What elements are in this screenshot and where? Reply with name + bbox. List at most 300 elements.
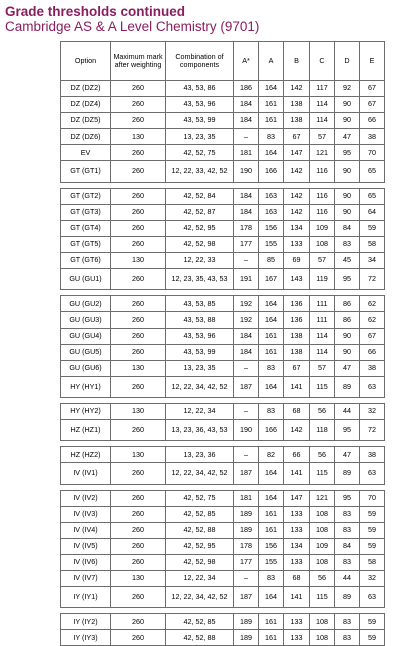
cell-a-star: 186 <box>234 81 259 97</box>
cell-a-star: 177 <box>234 236 259 252</box>
cell-c: 117 <box>310 81 335 97</box>
cell-b: 136 <box>284 312 310 328</box>
cell-a: 155 <box>259 236 284 252</box>
cell-a: 156 <box>259 538 284 554</box>
cell-option: IY (IY3) <box>61 630 111 646</box>
cell-a: 83 <box>259 360 284 376</box>
cell-a: 161 <box>259 506 284 522</box>
cell-e: 32 <box>360 571 385 587</box>
cell-max-mark: 260 <box>111 269 166 290</box>
cell-a: 161 <box>259 522 284 538</box>
cell-e: 63 <box>360 463 385 484</box>
cell-combination: 42, 52, 98 <box>166 236 234 252</box>
cell-a-star: 181 <box>234 490 259 506</box>
cell-c: 116 <box>310 188 335 204</box>
cell-max-mark: 260 <box>111 97 166 113</box>
cell-d: 83 <box>335 506 360 522</box>
cell-a-star: 177 <box>234 554 259 570</box>
cell-e: 58 <box>360 554 385 570</box>
cell-option: GT (GT3) <box>61 204 111 220</box>
cell-max-mark: 260 <box>111 81 166 97</box>
cell-option: IV (IV7) <box>61 571 111 587</box>
table-row <box>61 220 385 236</box>
cell-b: 133 <box>284 522 310 538</box>
cell-combination: 42, 52, 95 <box>166 538 234 554</box>
cell-combination: 13, 23, 35 <box>166 129 234 145</box>
cell-d: 92 <box>335 81 360 97</box>
cell-option: IY (IY2) <box>61 614 111 630</box>
cell-e: 59 <box>360 506 385 522</box>
cell-e: 59 <box>360 614 385 630</box>
cell-d: 90 <box>335 344 360 360</box>
cell-c: 115 <box>310 376 335 397</box>
cell-combination: 42, 52, 85 <box>166 506 234 522</box>
cell-c: 108 <box>310 630 335 646</box>
cell-a-star: 187 <box>234 463 259 484</box>
cell-b: 141 <box>284 376 310 397</box>
cell-c: 114 <box>310 328 335 344</box>
cell-combination: 42, 52, 98 <box>166 554 234 570</box>
cell-a-star: 184 <box>234 204 259 220</box>
cell-max-mark: 260 <box>111 312 166 328</box>
cell-option: HY (HY2) <box>61 403 111 419</box>
cell-b: 66 <box>284 447 310 463</box>
cell-option: GT (GT1) <box>61 161 111 182</box>
cell-c: 108 <box>310 506 335 522</box>
cell-option: GU (GU2) <box>61 296 111 312</box>
cell-combination: 42, 52, 87 <box>166 204 234 220</box>
cell-b: 138 <box>284 97 310 113</box>
cell-combination: 12, 22, 34, 42, 52 <box>166 463 234 484</box>
cell-d: 95 <box>335 269 360 290</box>
cell-c: 108 <box>310 554 335 570</box>
cell-option: GU (GU1) <box>61 269 111 290</box>
cell-e: 63 <box>360 376 385 397</box>
cell-option: HZ (HZ1) <box>61 420 111 441</box>
cell-c: 108 <box>310 236 335 252</box>
cell-max-mark: 260 <box>111 630 166 646</box>
cell-a-star: 187 <box>234 376 259 397</box>
cell-d: 95 <box>335 490 360 506</box>
cell-a: 161 <box>259 97 284 113</box>
cell-option: DZ (DZ2) <box>61 81 111 97</box>
cell-option: GT (GT2) <box>61 188 111 204</box>
table-row <box>61 188 385 204</box>
cell-combination: 42, 52, 84 <box>166 188 234 204</box>
cell-max-mark: 260 <box>111 204 166 220</box>
table-row <box>61 236 385 252</box>
cell-combination: 12, 22, 34, 42, 52 <box>166 587 234 608</box>
cell-combination: 43, 53, 88 <box>166 312 234 328</box>
cell-a: 164 <box>259 312 284 328</box>
cell-d: 89 <box>335 463 360 484</box>
cell-a-star: 189 <box>234 614 259 630</box>
cell-b: 138 <box>284 113 310 129</box>
table-row <box>61 296 385 312</box>
cell-e: 58 <box>360 236 385 252</box>
cell-max-mark: 260 <box>111 614 166 630</box>
table-row <box>61 129 385 145</box>
table-row <box>61 522 385 538</box>
cell-c: 57 <box>310 360 335 376</box>
cell-d: 89 <box>335 587 360 608</box>
cell-b: 138 <box>284 328 310 344</box>
table-header-row <box>61 42 385 81</box>
table-row <box>61 403 385 419</box>
cell-b: 143 <box>284 269 310 290</box>
cell-option: DZ (DZ4) <box>61 97 111 113</box>
cell-option: GU (GU4) <box>61 328 111 344</box>
table-row <box>61 81 385 97</box>
cell-a-star: 190 <box>234 161 259 182</box>
table-row <box>61 312 385 328</box>
cell-a-star: 184 <box>234 344 259 360</box>
table-row <box>61 630 385 646</box>
column-header-a: A <box>259 42 284 81</box>
cell-max-mark: 260 <box>111 344 166 360</box>
cell-c: 115 <box>310 587 335 608</box>
cell-option: GU (GU3) <box>61 312 111 328</box>
cell-combination: 12, 22, 34 <box>166 571 234 587</box>
table-row <box>61 269 385 290</box>
cell-b: 134 <box>284 220 310 236</box>
cell-e: 65 <box>360 161 385 182</box>
column-header-option: Option <box>61 42 111 81</box>
cell-d: 90 <box>335 188 360 204</box>
cell-d: 83 <box>335 630 360 646</box>
cell-option: DZ (DZ6) <box>61 129 111 145</box>
cell-c: 114 <box>310 344 335 360</box>
cell-d: 89 <box>335 376 360 397</box>
cell-a: 164 <box>259 145 284 161</box>
cell-max-mark: 260 <box>111 113 166 129</box>
cell-c: 116 <box>310 161 335 182</box>
cell-c: 118 <box>310 420 335 441</box>
cell-a: 164 <box>259 296 284 312</box>
cell-max-mark: 260 <box>111 145 166 161</box>
cell-a-star: 190 <box>234 420 259 441</box>
table-row <box>61 113 385 129</box>
cell-combination: 43, 53, 85 <box>166 296 234 312</box>
cell-b: 142 <box>284 81 310 97</box>
cell-combination: 43, 53, 86 <box>166 81 234 97</box>
cell-option: GT (GT6) <box>61 253 111 269</box>
table-row <box>61 554 385 570</box>
table-row <box>61 145 385 161</box>
cell-b: 68 <box>284 403 310 419</box>
cell-b: 142 <box>284 420 310 441</box>
cell-e: 67 <box>360 81 385 97</box>
cell-a: 161 <box>259 113 284 129</box>
cell-a: 83 <box>259 571 284 587</box>
cell-a-star: 184 <box>234 328 259 344</box>
cell-e: 59 <box>360 538 385 554</box>
cell-e: 38 <box>360 129 385 145</box>
cell-option: HZ (HZ2) <box>61 447 111 463</box>
cell-option: EV <box>61 145 111 161</box>
cell-max-mark: 260 <box>111 236 166 252</box>
cell-e: 72 <box>360 269 385 290</box>
cell-a-star: 192 <box>234 296 259 312</box>
cell-a: 156 <box>259 220 284 236</box>
cell-max-mark: 260 <box>111 188 166 204</box>
cell-a: 161 <box>259 344 284 360</box>
cell-c: 56 <box>310 447 335 463</box>
cell-max-mark: 260 <box>111 490 166 506</box>
cell-a: 161 <box>259 614 284 630</box>
cell-b: 142 <box>284 204 310 220</box>
cell-c: 57 <box>310 253 335 269</box>
cell-combination: 43, 53, 96 <box>166 328 234 344</box>
cell-e: 59 <box>360 220 385 236</box>
column-header-combination: Combination of components <box>166 42 234 81</box>
cell-c: 114 <box>310 113 335 129</box>
table-row <box>61 161 385 182</box>
cell-option: GU (GU5) <box>61 344 111 360</box>
cell-combination: 12, 23, 35, 43, 53 <box>166 269 234 290</box>
cell-b: 67 <box>284 360 310 376</box>
cell-c: 111 <box>310 312 335 328</box>
table-row <box>61 490 385 506</box>
table-row <box>61 253 385 269</box>
cell-c: 119 <box>310 269 335 290</box>
table-row <box>61 420 385 441</box>
cell-option: GU (GU6) <box>61 360 111 376</box>
cell-combination: 13, 23, 36 <box>166 447 234 463</box>
grade-thresholds-table <box>60 41 385 646</box>
cell-e: 66 <box>360 113 385 129</box>
cell-option: IV (IV6) <box>61 554 111 570</box>
cell-a-star: – <box>234 403 259 419</box>
page-title: Grade thresholds continued <box>5 4 186 19</box>
cell-max-mark: 260 <box>111 538 166 554</box>
cell-option: GT (GT4) <box>61 220 111 236</box>
table-row <box>61 506 385 522</box>
cell-d: 83 <box>335 236 360 252</box>
column-header-c: C <box>310 42 335 81</box>
cell-combination: 12, 22, 34, 42, 52 <box>166 376 234 397</box>
cell-max-mark: 130 <box>111 571 166 587</box>
table-row <box>61 204 385 220</box>
table-row <box>61 463 385 484</box>
cell-combination: 12, 22, 34 <box>166 403 234 419</box>
cell-a-star: 178 <box>234 538 259 554</box>
cell-c: 121 <box>310 490 335 506</box>
column-header-d: D <box>335 42 360 81</box>
column-header-a-star: A* <box>234 42 259 81</box>
cell-d: 90 <box>335 97 360 113</box>
cell-d: 90 <box>335 113 360 129</box>
cell-b: 147 <box>284 490 310 506</box>
cell-option: IV (IV5) <box>61 538 111 554</box>
cell-e: 38 <box>360 360 385 376</box>
cell-d: 84 <box>335 538 360 554</box>
cell-max-mark: 130 <box>111 129 166 145</box>
cell-c: 121 <box>310 145 335 161</box>
cell-combination: 42, 52, 88 <box>166 522 234 538</box>
cell-d: 44 <box>335 403 360 419</box>
column-header-maximum-mark: Maximum mark after weighting <box>111 42 166 81</box>
cell-combination: 42, 52, 85 <box>166 614 234 630</box>
cell-e: 67 <box>360 97 385 113</box>
cell-b: 142 <box>284 188 310 204</box>
cell-a-star: 191 <box>234 269 259 290</box>
cell-e: 66 <box>360 344 385 360</box>
cell-b: 133 <box>284 236 310 252</box>
cell-d: 45 <box>335 253 360 269</box>
page-subtitle: Cambridge AS & A Level Chemistry (9701) <box>5 19 260 34</box>
cell-a: 155 <box>259 554 284 570</box>
cell-combination: 42, 52, 95 <box>166 220 234 236</box>
cell-e: 64 <box>360 204 385 220</box>
cell-c: 108 <box>310 522 335 538</box>
cell-b: 138 <box>284 344 310 360</box>
cell-b: 133 <box>284 554 310 570</box>
cell-option: IV (IV1) <box>61 463 111 484</box>
cell-c: 116 <box>310 204 335 220</box>
cell-b: 134 <box>284 538 310 554</box>
cell-option: IV (IV4) <box>61 522 111 538</box>
cell-b: 133 <box>284 506 310 522</box>
cell-a-star: – <box>234 129 259 145</box>
table-row <box>61 614 385 630</box>
cell-max-mark: 260 <box>111 220 166 236</box>
cell-c: 109 <box>310 220 335 236</box>
table-body <box>61 81 385 646</box>
cell-b: 68 <box>284 571 310 587</box>
cell-a: 164 <box>259 463 284 484</box>
cell-combination: 42, 52, 75 <box>166 490 234 506</box>
cell-max-mark: 130 <box>111 403 166 419</box>
cell-a-star: 192 <box>234 312 259 328</box>
cell-a-star: 184 <box>234 188 259 204</box>
cell-b: 69 <box>284 253 310 269</box>
cell-a: 164 <box>259 587 284 608</box>
cell-d: 86 <box>335 312 360 328</box>
cell-max-mark: 260 <box>111 161 166 182</box>
cell-e: 38 <box>360 447 385 463</box>
cell-option: HY (HY1) <box>61 376 111 397</box>
cell-d: 84 <box>335 220 360 236</box>
cell-a-star: 184 <box>234 97 259 113</box>
cell-combination: 13, 23, 35 <box>166 360 234 376</box>
cell-max-mark: 260 <box>111 506 166 522</box>
cell-e: 59 <box>360 522 385 538</box>
cell-b: 133 <box>284 614 310 630</box>
cell-d: 95 <box>335 420 360 441</box>
cell-c: 56 <box>310 403 335 419</box>
cell-a-star: – <box>234 571 259 587</box>
cell-d: 47 <box>335 360 360 376</box>
table-row <box>61 587 385 608</box>
cell-combination: 43, 53, 99 <box>166 113 234 129</box>
cell-a: 83 <box>259 403 284 419</box>
cell-max-mark: 130 <box>111 253 166 269</box>
cell-c: 56 <box>310 571 335 587</box>
cell-d: 83 <box>335 614 360 630</box>
cell-c: 114 <box>310 97 335 113</box>
cell-a-star: 187 <box>234 587 259 608</box>
cell-combination: 12, 22, 33 <box>166 253 234 269</box>
cell-e: 59 <box>360 630 385 646</box>
cell-e: 70 <box>360 490 385 506</box>
cell-max-mark: 260 <box>111 420 166 441</box>
cell-option: IY (IY1) <box>61 587 111 608</box>
cell-d: 83 <box>335 554 360 570</box>
cell-option: GT (GT5) <box>61 236 111 252</box>
cell-a: 85 <box>259 253 284 269</box>
cell-a: 166 <box>259 420 284 441</box>
cell-max-mark: 260 <box>111 463 166 484</box>
cell-d: 44 <box>335 571 360 587</box>
table-row <box>61 360 385 376</box>
cell-a: 164 <box>259 490 284 506</box>
cell-d: 86 <box>335 296 360 312</box>
cell-c: 57 <box>310 129 335 145</box>
cell-e: 65 <box>360 188 385 204</box>
cell-max-mark: 260 <box>111 587 166 608</box>
cell-a-star: 184 <box>234 113 259 129</box>
cell-d: 90 <box>335 204 360 220</box>
cell-combination: 43, 53, 96 <box>166 97 234 113</box>
cell-a: 83 <box>259 129 284 145</box>
cell-e: 72 <box>360 420 385 441</box>
cell-a: 164 <box>259 376 284 397</box>
cell-a: 164 <box>259 81 284 97</box>
table-row <box>61 571 385 587</box>
column-header-b: B <box>284 42 310 81</box>
cell-b: 141 <box>284 463 310 484</box>
cell-max-mark: 260 <box>111 522 166 538</box>
cell-c: 115 <box>310 463 335 484</box>
cell-combination: 42, 52, 88 <box>166 630 234 646</box>
cell-a: 161 <box>259 630 284 646</box>
cell-c: 109 <box>310 538 335 554</box>
cell-max-mark: 260 <box>111 328 166 344</box>
cell-a: 82 <box>259 447 284 463</box>
cell-option: DZ (DZ5) <box>61 113 111 129</box>
cell-c: 111 <box>310 296 335 312</box>
cell-a-star: – <box>234 447 259 463</box>
cell-a-star: – <box>234 360 259 376</box>
cell-d: 47 <box>335 447 360 463</box>
cell-d: 95 <box>335 145 360 161</box>
cell-a-star: 189 <box>234 506 259 522</box>
cell-a: 167 <box>259 269 284 290</box>
cell-e: 34 <box>360 253 385 269</box>
cell-a: 166 <box>259 161 284 182</box>
cell-max-mark: 260 <box>111 296 166 312</box>
cell-a: 163 <box>259 204 284 220</box>
cell-b: 141 <box>284 587 310 608</box>
cell-e: 70 <box>360 145 385 161</box>
cell-e: 32 <box>360 403 385 419</box>
cell-a-star: – <box>234 253 259 269</box>
cell-b: 136 <box>284 296 310 312</box>
cell-d: 90 <box>335 328 360 344</box>
cell-max-mark: 130 <box>111 360 166 376</box>
cell-b: 67 <box>284 129 310 145</box>
table-row <box>61 97 385 113</box>
cell-a-star: 189 <box>234 522 259 538</box>
cell-c: 108 <box>310 614 335 630</box>
cell-max-mark: 260 <box>111 554 166 570</box>
cell-e: 62 <box>360 296 385 312</box>
cell-e: 67 <box>360 328 385 344</box>
cell-combination: 12, 22, 33, 42, 52 <box>166 161 234 182</box>
cell-combination: 43, 53, 99 <box>166 344 234 360</box>
table-row <box>61 344 385 360</box>
